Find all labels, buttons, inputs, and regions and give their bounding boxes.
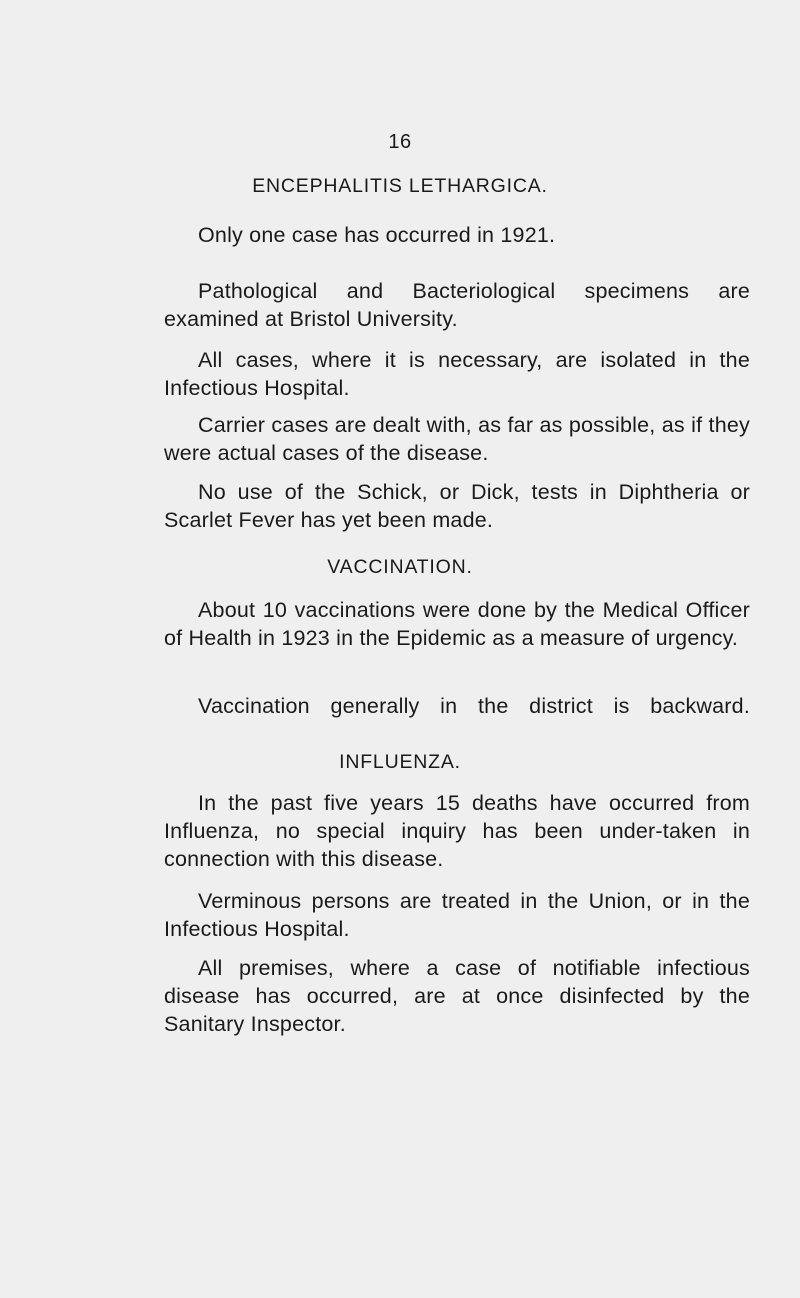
section-heading-influenza: INFLUENZA.	[339, 751, 461, 773]
section-heading-vaccination: VACCINATION.	[327, 556, 473, 578]
section-heading-encephalitis: ENCEPHALITIS LETHARGICA.	[252, 175, 548, 197]
paragraph: No use of the Schick, or Dick, tests in Diphtheria or Scarlet Fever has yet been made.	[164, 480, 750, 532]
paragraph: In the past five years 15 deaths have occurred from Influenza, no special inquiry has been under-taken in connection with this disease.	[164, 791, 750, 871]
paragraph: About 10 vaccinations were done by the Medical Officer of Health in 1923 in the Epidemic as a measure of urgency.	[164, 598, 750, 650]
page-number: 16	[388, 131, 412, 153]
paragraph: Verminous persons are treated in the Union, or in the Infectious Hospital.	[164, 889, 750, 941]
paragraph: Carrier cases are dealt with, as far as possible, as if they were actual cases of the disease.	[164, 413, 750, 465]
paragraph: All cases, where it is necessary, are isolated in the Infectious Hospital.	[164, 348, 750, 400]
paragraph: All premises, where a case of notifiable infectious disease has occurred, are at once disinfected by the Sanitary Inspector.	[164, 956, 750, 1036]
paragraph: Pathological and Bacteriological specimens are examined at Bristol University.	[164, 279, 750, 331]
paragraph: Only one case has occurred in 1921.	[198, 223, 556, 247]
paragraph: Vaccination generally in the district is backward.	[198, 694, 750, 718]
